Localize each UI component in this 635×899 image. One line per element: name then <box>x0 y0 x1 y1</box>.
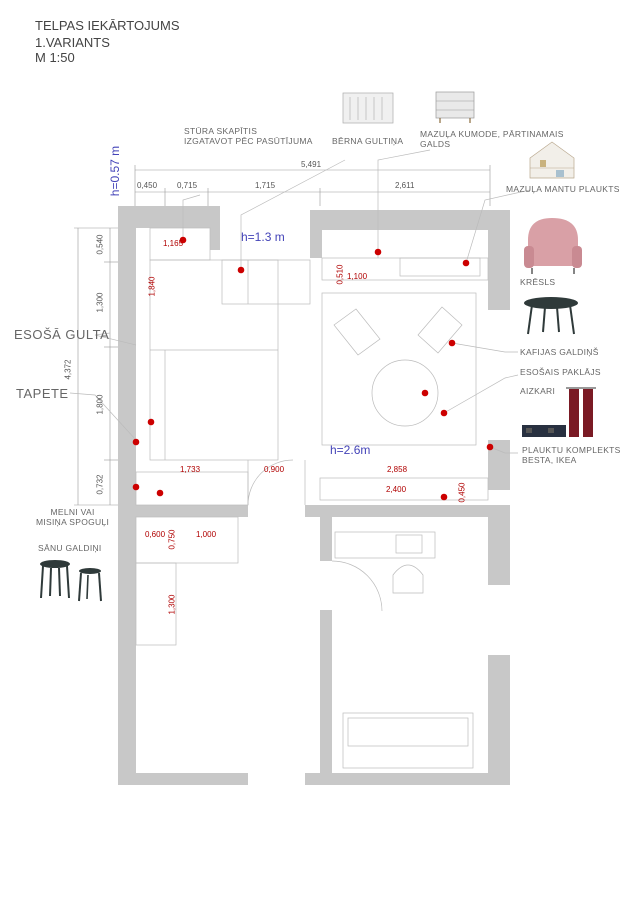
dim-top-1: 0,450 <box>137 181 158 190</box>
marker-curtains <box>441 494 448 501</box>
shelving-thumbnail <box>522 425 566 437</box>
dim-red-g: 2,858 <box>387 465 408 474</box>
marker-shelf <box>463 260 470 267</box>
marker-shelving <box>487 444 494 451</box>
label-crib: BĒRNA GULTIŅA <box>332 136 404 146</box>
marker-mirrors <box>133 484 140 491</box>
interior-lines <box>70 150 530 768</box>
dim-top-2: 0,715 <box>177 181 198 190</box>
label-shelf: MAZUĻA MANTU PLAUKTS <box>506 184 620 194</box>
label-coffee-table: KAFIJAS GALDIŅŠ <box>520 347 599 357</box>
dim-left-1: 0,540 <box>95 234 105 255</box>
dim-red-i: 0,450 <box>457 482 467 503</box>
dim-top-3: 1,715 <box>255 181 276 190</box>
marker-bed <box>148 419 155 426</box>
dim-red-e: 1,733 <box>180 465 201 474</box>
label-existing-bed: ESOŠĀ GULTA <box>14 327 110 342</box>
marker-rug <box>441 410 448 417</box>
marker-dresser <box>375 249 382 256</box>
dim-red-m: 1,300 <box>167 594 177 615</box>
dim-red-f: 0,900 <box>264 465 285 474</box>
marker-side-tables <box>157 490 164 497</box>
marker-wallpaper <box>133 439 140 446</box>
label-mirrors: MELNI VAI MISIŅA SPOGUĻI <box>36 507 110 527</box>
dim-red-l: 1,000 <box>196 530 217 539</box>
label-chair: KRĒSLS <box>520 277 556 287</box>
dim-red-k: 0,750 <box>167 529 177 550</box>
curtains-thumbnail <box>566 388 596 437</box>
plan-title: TELPAS IEKĀRTOJUMS <box>35 18 180 33</box>
dim-left-4: 0,732 <box>95 474 105 495</box>
dim-red-c: 0,510 <box>335 264 345 285</box>
dim-red-a: 1,165 <box>163 239 184 248</box>
height-room: h=2.6m <box>330 443 371 457</box>
coffee-table-thumbnail <box>524 297 578 334</box>
dim-red-b: 1,840 <box>147 276 157 297</box>
dim-red-h: 2,400 <box>386 485 407 494</box>
marker-chair <box>449 340 456 347</box>
marker-coffee-table <box>422 390 429 397</box>
label-side-tables: SĀNU GALDIŅI <box>38 543 102 553</box>
height-vertical: h=0.57 m <box>108 145 123 197</box>
side-tables-thumbnail <box>40 560 101 601</box>
dresser-thumbnail <box>436 92 474 123</box>
armchair-thumbnail <box>524 218 582 274</box>
plan-scale: M 1:50 <box>35 50 75 65</box>
label-shelving: PLAUKTU KOMPLEKTS BESTA, IKEA <box>522 445 621 465</box>
label-dresser: MAZUĻA KUMODE, PĀRTINAMAIS GALDS <box>420 129 564 149</box>
dim-top-total: 5,491 <box>301 160 322 169</box>
height-closet: h=1.3 m <box>241 230 285 244</box>
label-rug: ESOŠAIS PAKLĀJS <box>520 367 601 377</box>
dim-red-d: 1,100 <box>347 272 368 281</box>
label-corner-wardrobe: STŪRA SKAPĪTIS IZGATAVOT PĒC PASŪTĪJUMA <box>184 126 313 146</box>
label-curtains: AIZKARI <box>520 386 556 396</box>
marker-crib <box>238 267 245 274</box>
dim-left-2: 1,300 <box>95 292 105 313</box>
label-wallpaper: TAPETE <box>16 386 69 401</box>
dim-left-total: 4,372 <box>63 359 73 380</box>
plan-variant: 1.VARIANTS <box>35 35 110 50</box>
dim-top-4: 2,611 <box>395 181 415 190</box>
dim-red-j: 0,600 <box>145 530 166 539</box>
crib-thumbnail <box>343 93 393 123</box>
left-dimension-lines <box>74 228 118 505</box>
dim-left-3: 1,800 <box>95 394 105 415</box>
